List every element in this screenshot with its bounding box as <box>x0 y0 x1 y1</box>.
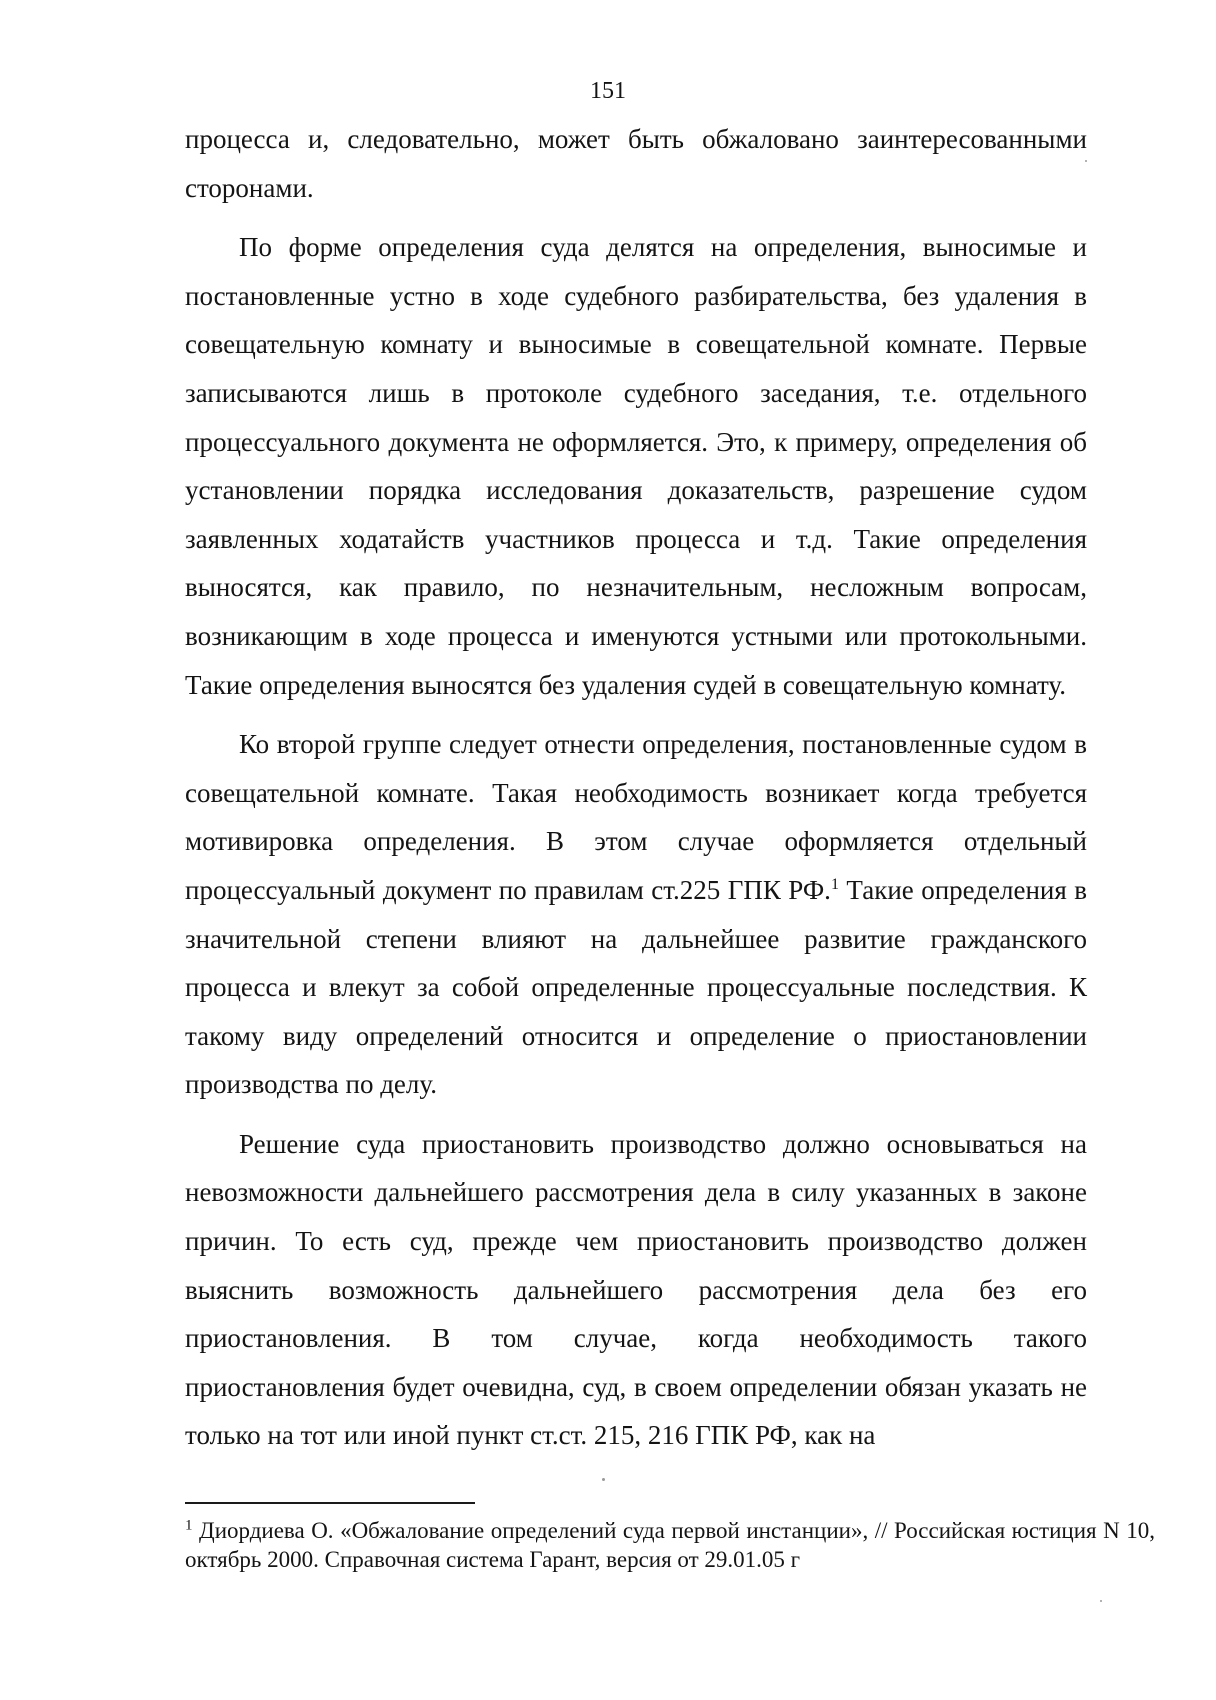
footnote <box>185 1516 1155 1574</box>
footnote-entry <box>185 1516 1155 1574</box>
paragraph-suspension-decision: Решение суда приостановить производство должно основываться на невозможности дальнейшего рассмотрения дела в силу указанных в законе причин. То есть суд, прежде чем приостановить производство должен выяснить возможность дальнейшего рассмотрения дела без его приостановления. В том случае, когда необходимость такого приостановления будет очевидна, суд, в своем определении обязан указать не только на тот или иной пункт ст.ст. 215, 216 ГПК РФ, как на <box>185 1128 1087 1451</box>
scan-speck <box>602 1478 605 1481</box>
paragraph-second-group-text-continued: Такие определения в значительной степени влияют на дальнейшее развитие гражданского процесса и влекут за собой определенные процессуальные последствия. К такому виду определений относится и определение о приостановлении производства по делу. <box>185 874 1087 1100</box>
paragraph-forms-of-rulings: По форме определения суда делятся на определения, выносимые и постановленные устно в ходе судебного разбирательства, без удаления в совещательную комнату и выносимые в совещательной комнате. Первые записываются лишь в протоколе судебного заседания, т.е. отдельного процессуального документа не оформляется. Это, к примеру, определения об установлении порядка исследования доказательств, разрешение судом заявленных ходатайств участников процесса и т.д. Такие определения выносятся, как правило, по незначительным, несложным вопросам, возникающим в ходе процесса и именуются устными или протокольными. Такие определения выносятся без удаления судей в совещательную комнату. <box>185 232 1087 700</box>
scan-speck <box>1085 160 1087 162</box>
footnote-text: Диордиева О. «Обжалование определений суда первой инстанции», // Российская юстиция N 10, октябрь 2000. Справочная система Гарант, версия от 29.01.05 г <box>185 1518 1155 1572</box>
scan-speck <box>1100 1600 1102 1602</box>
page-number: 151 <box>590 78 626 104</box>
paragraph-second-group <box>185 720 1087 1109</box>
paragraph-second-group-text: Ко второй группе следует отнести определения, постановленные судом в совещательной комнате. Такая необходимость возникает когда требуется мотивировка определения. В этом случае оформляется отдельный процессуальный документ по правилам ст.225 ГПК РФ. <box>185 729 1087 905</box>
footnote-mark: 1 <box>185 1517 193 1534</box>
footnote-reference: 1 <box>830 875 839 893</box>
body-text <box>185 115 1087 1460</box>
footnote-divider <box>185 1502 475 1504</box>
paragraph-continuation: процесса и, следовательно, может быть обжаловано заинтересованными сторонами. <box>185 124 1087 203</box>
